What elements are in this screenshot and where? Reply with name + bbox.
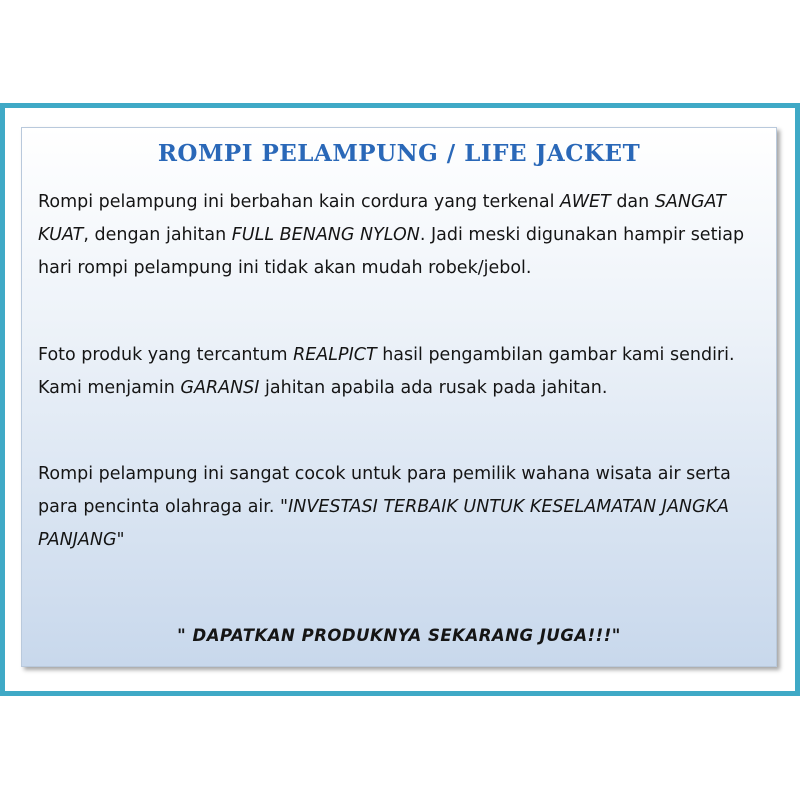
paragraph-material bbox=[38, 186, 764, 285]
paragraph-usage-text-1: Rompi pelampung ini sangat cocok untuk para pemilik wahana wisata air serta para pencinta olahraga air. bbox=[38, 464, 731, 517]
paragraph-usage bbox=[38, 458, 764, 557]
emphasis-full-benang-nylon: FULL BENANG NYLON bbox=[231, 225, 420, 245]
paragraph-photo-guarantee bbox=[38, 339, 764, 405]
emphasis-sangat-kuat: SANGAT KUAT bbox=[38, 192, 726, 245]
card-title: ROMPI PELAMPUNG / LIFE JACKET bbox=[157, 140, 641, 167]
emphasis-garansi: GARANSI bbox=[180, 378, 260, 398]
paragraph-photo-text-3: jahitan apabila ada rusak pada jahitan. bbox=[259, 378, 608, 398]
product-description-card bbox=[21, 127, 777, 667]
paragraph-material-text-1: Rompi pelampung ini berbahan kain cordura yang terkenal bbox=[38, 192, 561, 212]
paragraph-photo-text-1: Foto produk yang tercantum bbox=[38, 345, 294, 365]
paragraph-material-text-3: , dengan jahitan bbox=[83, 225, 232, 245]
emphasis-awet: AWET bbox=[560, 192, 611, 212]
emphasis-investasi-quote: "INVESTASI TERBAIK UNTUK KESELAMATAN JANGKA PANJANG" bbox=[38, 497, 730, 550]
call-to-action: " DAPATKAN PRODUKNYA SEKARANG JUGA!!!" bbox=[177, 626, 621, 645]
paragraph-photo-text-2: hasil pengambilan gambar kami sendiri. Kami menjamin bbox=[38, 345, 735, 398]
paragraph-material-text-2: dan bbox=[610, 192, 655, 212]
emphasis-realpict: REALPICT bbox=[293, 345, 377, 365]
paragraph-material-text-4: . Jadi meski digunakan hampir setiap hari rompi pelampung ini tidak akan mudah robek/jebol. bbox=[38, 225, 745, 278]
